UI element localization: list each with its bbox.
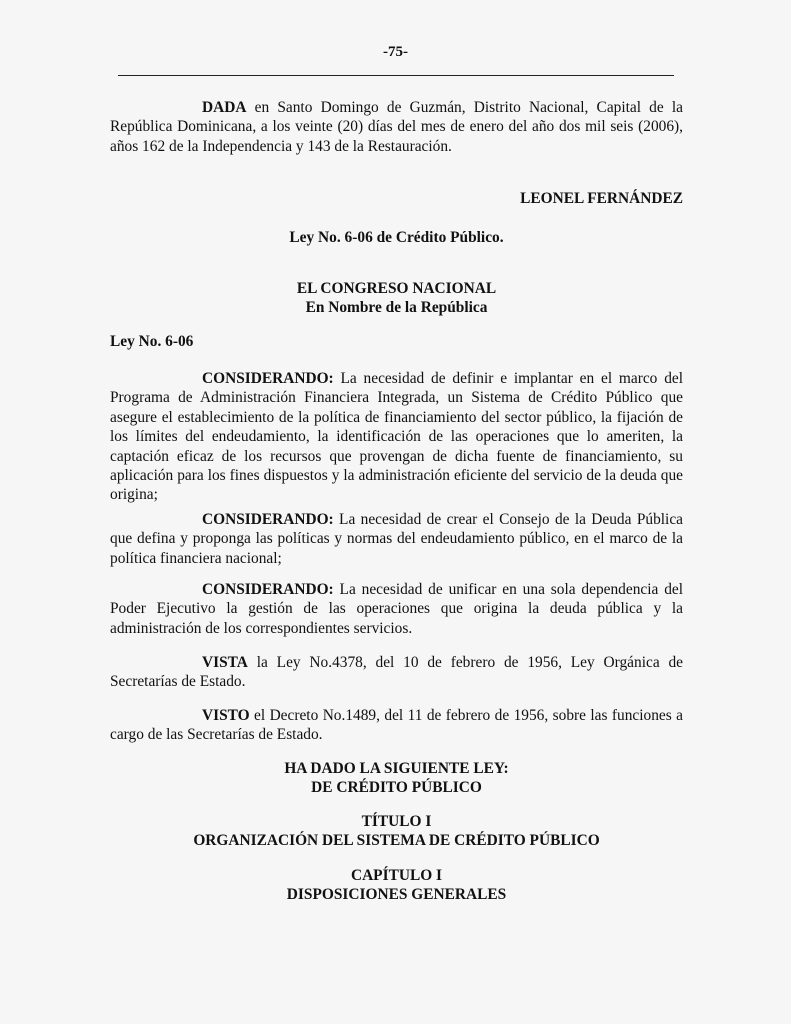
- visto-paragraph: [110, 706, 683, 745]
- law-number: Ley No. 6-06: [110, 333, 194, 350]
- signature: LEONEL FERNÁNDEZ: [520, 190, 683, 207]
- visto-lead: VISTO: [202, 707, 250, 724]
- capitulo-heading: [110, 866, 683, 905]
- considerando-text: La necesidad de definir e implantar en el marco del Programa de Administración Financiera Integrada, un Sistema de Crédito Público que asegure el establecimiento de la política de financiamiento del sector público, la fijación de los límites del endeudamiento, la identificación de las operaciones que lo ameriten, la captación eficaz de los recursos que provengan de dicha fuente de financiamiento, su aplicación para los fines dispuestos y la administración eficiente del servicio de la deuda que origina;: [110, 370, 683, 504]
- dada-paragraph: [110, 98, 683, 156]
- law-title: Ley No. 6-06 de Crédito Público.: [289, 229, 504, 246]
- capitulo-line1: CAPÍTULO I: [350, 867, 443, 884]
- capitulo-line2: DISPOSICIONES GENERALES: [286, 886, 507, 904]
- considerando-paragraph: [110, 580, 683, 638]
- page-number: -75-: [383, 44, 408, 60]
- considerando-lead: CONSIDERANDO:: [202, 370, 334, 387]
- titulo-line1: TÍTULO I: [361, 813, 432, 830]
- ha-dado-line2: DE CRÉDITO PÚBLICO: [311, 779, 482, 797]
- dada-text: en Santo Domingo de Guzmán, Distrito Nacional, Capital de la República Dominicana, a los veinte (20) días del mes de enero del año dos mil seis (2006), años 162 de la Independencia y 143 de la Restauración.: [110, 99, 683, 155]
- ha-dado-line1: HA DADO LA SIGUIENTE LEY:: [284, 760, 509, 777]
- considerando-paragraph: [110, 510, 683, 568]
- considerando-lead: CONSIDERANDO:: [202, 511, 334, 528]
- considerando-text: La necesidad de crear el Consejo de la Deuda Pública que defina y proponga las políticas y normas del endeudamiento público, en el marco de la política financiera nacional;: [110, 511, 683, 567]
- congress-line1: EL CONGRESO NACIONAL: [296, 280, 497, 297]
- considerando-lead: CONSIDERANDO:: [202, 581, 334, 598]
- considerando-text: La necesidad de unificar en una sola dependencia del Poder Ejecutivo la gestión de las operaciones que origina la deuda pública y la administración de los correspondientes servicios.: [110, 581, 683, 637]
- ha-dado-heading: [110, 759, 683, 798]
- considerando-paragraph: [110, 369, 683, 505]
- congress-heading: [110, 279, 683, 318]
- titulo-heading: [110, 812, 683, 851]
- vista-text: la Ley No.4378, del 10 de febrero de 1956, Ley Orgánica de Secretarías de Estado.: [110, 654, 683, 691]
- titulo-line2: ORGANIZACIÓN DEL SISTEMA DE CRÉDITO PÚBLICO: [193, 832, 600, 850]
- congress-line2: En Nombre de la República: [305, 299, 488, 317]
- vista-paragraph: [110, 653, 683, 692]
- dada-lead: DADA: [202, 99, 247, 116]
- visto-text: el Decreto No.1489, del 11 de febrero de 1956, sobre las funciones a cargo de las Secretarías de Estado.: [110, 707, 683, 744]
- header-rule: [118, 75, 674, 76]
- vista-lead: VISTA: [202, 654, 248, 671]
